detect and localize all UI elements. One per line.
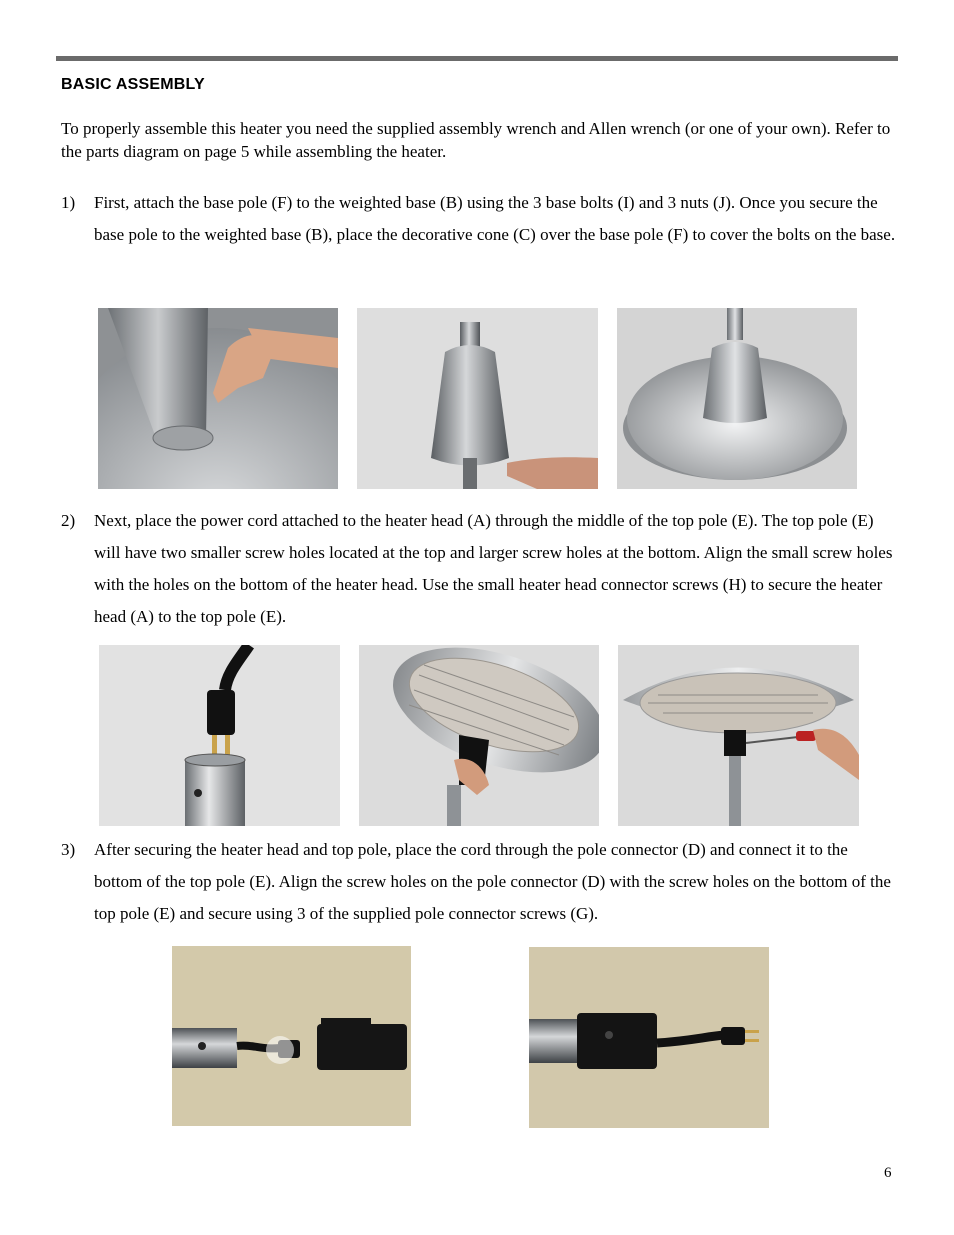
page-number: 6 bbox=[884, 1165, 892, 1181]
photo-decorative-cone bbox=[357, 308, 598, 489]
photo-connector-secured bbox=[529, 947, 769, 1128]
photo-base-bolting bbox=[98, 308, 338, 489]
step-number: 1) bbox=[61, 193, 76, 212]
intro-paragraph: To properly assemble this heater you need the supplied assembly wrench and Allen wrench (or one of your own). Refer to the parts diagram on page 5 while assembling the heater. bbox=[61, 119, 891, 161]
photo-cord-through-connector bbox=[172, 946, 411, 1126]
section-heading: BASIC ASSEMBLY bbox=[61, 76, 205, 93]
header-rule bbox=[56, 56, 898, 61]
step-1 bbox=[61, 187, 896, 251]
photo-assembled-base bbox=[617, 308, 857, 489]
step-3 bbox=[61, 834, 896, 930]
step-2 bbox=[61, 505, 896, 633]
photo-screwing-head bbox=[618, 645, 859, 826]
photo-heater-head-attach bbox=[359, 645, 599, 826]
step-text: Next, place the power cord attached to the heater head (A) through the middle of the top pole (E). The top pole (E) will have two smaller screw holes located at the top and larger screw holes at the bottom. Align the small screw holes with the holes on the bottom of the heater head. Use the small heater head connector screws (H) to secure the heater head (A) to the top pole (E). bbox=[94, 511, 893, 626]
photo-cord-through-pole bbox=[99, 645, 340, 826]
step-number: 3) bbox=[61, 840, 76, 859]
step-text: After securing the heater head and top pole, place the cord through the pole connector (D) and connect it to the bottom of the top pole (E). Align the screw holes on the pole connector (D) with the screw holes on the bottom of the top pole (E) and secure using 3 of the supplied pole connector screws (G). bbox=[94, 840, 891, 923]
step-number: 2) bbox=[61, 511, 76, 530]
step-text: First, attach the base pole (F) to the weighted base (B) using the 3 base bolts (I) and 3 nuts (J). Once you secure the base pole to the weighted base (B), place the decorative cone (C) over the base pole (F) to cover the bolts on the base. bbox=[94, 193, 896, 244]
